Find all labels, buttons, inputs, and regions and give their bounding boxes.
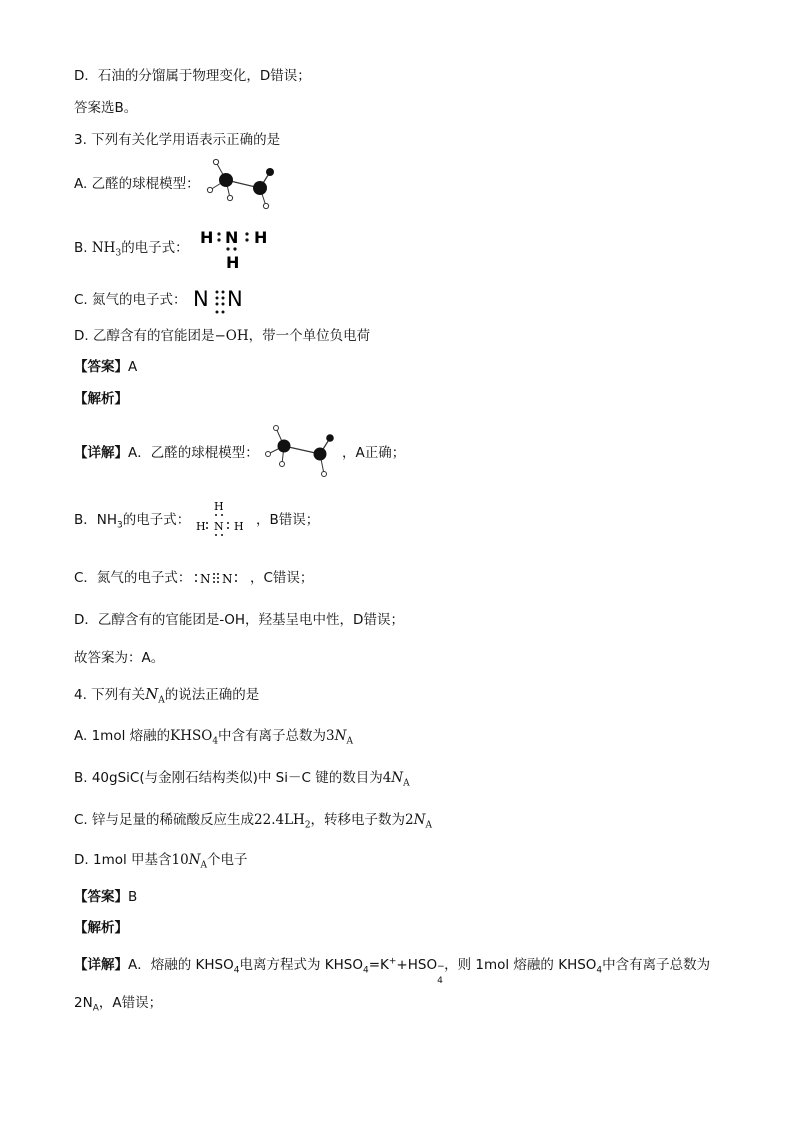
q4-d-pre: D. 1mol 甲基含 [74,852,172,868]
det4-sub4: 4 [596,965,603,976]
lewis-n-left: N [200,572,211,586]
q4-a-pre: A. 1mol 熔融的 [74,728,171,744]
na-symbol: N [413,812,426,828]
analysis-tag: 【解析】 [74,391,128,407]
q3-option-b [74,238,189,258]
lewis-n-left: N [193,287,209,311]
acetaldehyde-ball-stick-model-icon [262,424,342,480]
text-line-d-oil: D．石油的分馏属于物理变化，D错误； [74,68,311,84]
na-sub: A [346,736,353,747]
det4-sub2: 4 [362,965,369,976]
det4-text1: A．熔融的 KHSO [128,957,234,973]
q3-option-d-suffix: ，带一个单位负电荷 [248,328,371,344]
q4-c-num: 2 [405,812,414,828]
det4-line2-sub: A [92,1003,99,1014]
detail-3-b-sub: 3 [117,520,123,531]
na-sub: A [200,860,208,871]
lewis-h-top: H [214,500,224,513]
na-sub: A [425,820,432,831]
detail-3-a-text: A．乙醛的球棍模型： [128,445,259,461]
nh3-electron-formula-wrong-icon [198,226,272,272]
q3-option-b-sub: 3 [115,248,122,259]
na-symbol: N [391,770,404,786]
q4-b-pre: B. 40gSiC(与金刚石结构类似)中 Si－C 键的数目为 [74,770,383,786]
detail-tag: 【详解】 [74,445,128,461]
det4-sup1: + [388,956,397,967]
lewis-n: N [225,228,239,247]
detail-3-final: 故答案为：A。 [74,650,165,666]
detail-3-b-text: B．NH [74,512,118,528]
q4-a-sub: 4 [212,736,219,747]
q4-b-num: 4 [382,770,392,786]
q4-c-sub: 2 [304,820,311,831]
q3-option-c-label: C. 氮气的电子式： [74,292,187,308]
detail-3-c-text: C．氮气的电子式： [74,570,192,586]
lewis-n: N [214,520,224,533]
detail-3-a-end: ，A正确； [342,445,406,461]
detail-3-c [74,568,191,588]
detail-4-line-2 [74,993,162,1013]
lewis-h-left: H [196,520,206,533]
det4-text3: =K [368,957,389,973]
answer-tag: 【答案】 [74,889,128,905]
det4-sub1: 4 [233,965,240,976]
q4-a-formula: KHSO [170,728,213,744]
answer-4 [74,887,137,907]
q3-option-a [74,174,200,194]
q3-option-d-prefix: D. 乙醇含有的官能团是 [74,328,215,344]
q3-option-a-label: A. 乙醛的球棍模型： [74,176,200,192]
q4-a-num: 3 [326,728,335,744]
q3-option-d-group: −OH [214,328,249,344]
q4-option-c [74,810,432,830]
q4-a-mid: 中含有离子总数为 [218,728,327,744]
lewis-n-right: N [222,572,233,586]
answer-4-value: B [128,889,138,905]
question-3-title: 3. 下列有关化学用语表示正确的是 [74,132,281,148]
q4-option-a [74,726,353,746]
lewis-h-right: H [234,520,244,533]
na-symbol: N [334,728,347,744]
q4-option-b [74,768,410,788]
n2-electron-formula-correct-icon [194,570,244,586]
det4-sub3: 4 [437,976,443,986]
na-sub: A [158,695,165,706]
q3-option-b-formula: NH [91,240,116,256]
q3-option-c [74,290,187,310]
lewis-h-bottom: H [226,253,240,272]
q3-option-b-prefix: B. [74,240,92,256]
question-4-title [74,684,259,705]
q4-c-formula: 22.4LH [254,812,305,828]
detail-4-line-1 [74,955,711,986]
q4-c-pre: C. 锌与足量的稀硫酸反应生成 [74,812,255,828]
det4-sup2: − [437,962,445,972]
answer-tag: 【答案】 [74,359,128,375]
detail-3-b [74,510,190,530]
det4-text4: +HSO [396,957,438,973]
det4-line2-end: ，A错误； [98,995,163,1011]
q4-title-post: 的说法正确的是 [164,687,260,703]
detail-3-b-text2: 的电子式： [122,512,191,528]
detail-3-c-end: ，C错误； [250,570,314,586]
n2-electron-formula-wrong-icon [192,284,248,316]
lewis-h-left: H [200,228,214,247]
q4-title-pre: 4. 下列有关 [74,687,146,703]
analysis-4-tag [74,918,128,938]
det4-text6: 中含有离子总数为 [602,957,711,973]
detail-tag: 【详解】 [74,957,128,973]
answer-3 [74,357,137,377]
q4-c-mid: ，转移电子数为 [310,812,406,828]
lewis-h-right: H [254,228,268,247]
nh3-electron-formula-correct-icon [192,498,248,542]
det4-text2: 电离方程式为 KHSO [239,957,363,973]
lewis-n-right: N [227,287,243,311]
na-sub: A [403,778,410,789]
analysis-3-tag [74,389,128,409]
detail-3-b-end: ，B错误； [256,512,320,528]
analysis-tag: 【解析】 [74,920,128,936]
na-symbol: N [188,852,201,868]
na-symbol: N [145,685,159,703]
text-line-answer-b: 答案选B。 [74,100,138,116]
detail-3-d: D．乙醇含有的官能团是-OH，羟基呈电中性，D错误； [74,612,404,628]
q3-option-d [74,326,370,346]
q4-option-d [74,850,248,870]
q4-d-post: 个电子 [207,852,248,868]
det4-text5: ，则 1mol 熔融的 KHSO [444,957,597,973]
q4-d-num: 10 [171,852,189,868]
det4-line2: 2N [74,995,93,1011]
q3-option-b-suffix: 的电子式： [121,240,189,256]
detail-3-a [74,443,259,463]
answer-3-value: A [128,359,138,375]
acetaldehyde-ball-stick-model-icon [204,158,284,214]
